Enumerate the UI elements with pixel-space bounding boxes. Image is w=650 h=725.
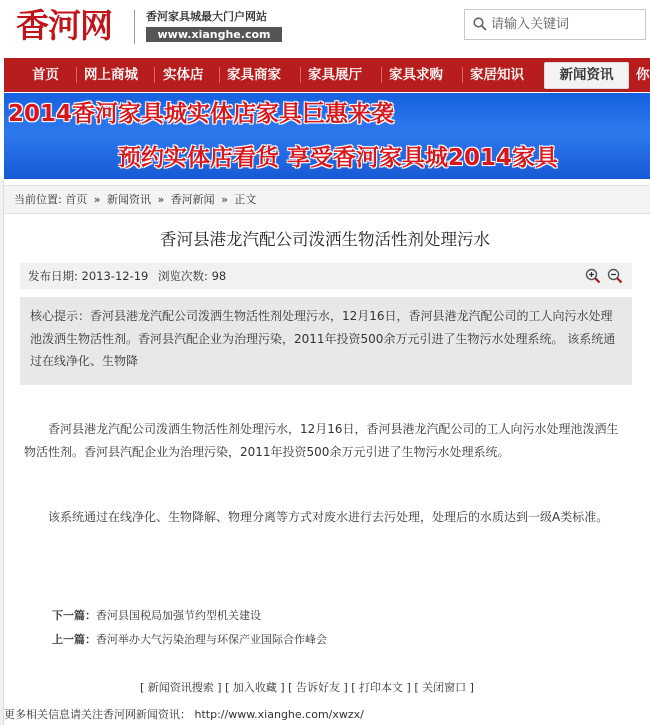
banner-headline: 2014香河家具城实体店家具巨惠来袭: [8, 101, 395, 127]
site-logo[interactable]: 香河网: [16, 6, 112, 45]
article-title: 香河县港龙汽配公司泼洒生物活性剂处理污水: [160, 230, 490, 249]
breadcrumb: [4, 185, 650, 214]
search-icon[interactable]: [473, 17, 487, 31]
nav-item-shop[interactable]: 网上商城: [84, 67, 138, 83]
nav-divider: [154, 67, 155, 83]
nav-item-wanted[interactable]: 家具求购: [389, 67, 443, 83]
prev-article: [52, 633, 327, 647]
nav-item-home[interactable]: 首页: [32, 67, 59, 83]
zoom-out-icon[interactable]: [607, 268, 623, 284]
site-domain: www.xianghe.com: [146, 27, 282, 42]
nav-item-merchants[interactable]: 家具商家: [227, 67, 281, 83]
next-article: [52, 609, 261, 623]
search-box[interactable]: [464, 9, 646, 40]
nav-item-showroom[interactable]: 家具展厅: [308, 67, 362, 83]
search-input[interactable]: [491, 15, 641, 34]
nav-item-news[interactable]: 新闻资讯: [544, 62, 629, 89]
nav-divider: [381, 67, 382, 83]
prev-label: 上一篇：: [52, 633, 96, 646]
prev-article-link[interactable]: 香河举办大气污染治理与环保产业国际合作峰会: [96, 633, 327, 646]
main-nav: [4, 58, 650, 92]
breadcrumb-separator: »: [93, 193, 101, 206]
nav-item-stores[interactable]: 实体店: [163, 67, 204, 83]
footer-note: [4, 708, 364, 722]
footer-text: 更多相关信息请关注香河网新闻资讯：: [4, 708, 191, 721]
footer-url-link[interactable]: http://www.xianghe.com/xwzx/: [194, 708, 364, 721]
publish-date: 2013-12-19: [81, 269, 149, 283]
meta-text: [28, 263, 226, 289]
logo-divider: [134, 10, 135, 44]
news-search-link[interactable]: 新闻资讯搜索: [147, 681, 214, 694]
tell-friend-link[interactable]: 告诉好友: [295, 681, 340, 694]
article-paragraph-2: 该系统通过在线净化、生物降解、物理分离等方式对废水进行去污处理，处理后的水质达到一级A类标准。: [48, 510, 609, 524]
promo-banner[interactable]: [4, 93, 650, 179]
nav-divider: [462, 67, 463, 83]
zoom-in-icon[interactable]: [585, 268, 601, 284]
article-tools: [ 新闻资讯搜索 ] [ 加入收藏 ] [ 告诉好友 ] [ 打印本文 ] [ 关闭窗口 ]: [140, 681, 474, 694]
publish-label: 发布日期:: [28, 269, 78, 283]
next-label: 下一篇：: [52, 609, 96, 622]
nav-item-more[interactable]: 你: [636, 67, 650, 83]
close-window-link[interactable]: 关闭窗口: [422, 681, 467, 694]
nav-divider: [76, 67, 77, 83]
views-label: 浏览次数:: [158, 269, 208, 283]
left-edge-scroll: [0, 180, 4, 725]
banner-subline: 预约实体店看货 享受香河家具城2014家具: [118, 145, 559, 171]
print-link[interactable]: 打印本文: [359, 681, 404, 694]
nav-item-knowledge[interactable]: 家居知识: [470, 67, 524, 83]
breadcrumb-xianghe-news[interactable]: 香河新闻: [170, 193, 215, 206]
breadcrumb-separator: »: [157, 193, 165, 206]
breadcrumb-news[interactable]: 新闻资讯: [106, 193, 151, 206]
nav-divider: [219, 67, 220, 83]
article-paragraph-1: 香河县港龙汽配公司泼洒生物活性剂处理污水，12月16日，香河县港龙汽配公司的工人向污水处理池泼洒生物活性剂。香河县汽配企业为治理污染，2011年投资500余万元引进了生物污水处理系统。: [24, 422, 619, 459]
breadcrumb-home[interactable]: 首页: [65, 193, 88, 206]
nav-divider: [300, 67, 301, 83]
breadcrumb-separator: »: [221, 193, 228, 206]
next-article-link[interactable]: 香河县国税局加强节约型机关建设: [96, 609, 261, 622]
breadcrumb-prefix: 当前位置:: [14, 193, 62, 206]
add-favorite-link[interactable]: 加入收藏: [232, 681, 277, 694]
breadcrumb-current: 正文: [234, 193, 257, 206]
site-tagline: 香河家具城最大门户网站: [146, 10, 267, 23]
article-summary: 核心提示：香河县港龙汽配公司泼洒生物活性剂处理污水，12月16日，香河县港龙汽配公司的工人向污水处理池泼洒生物活性剂。香河县汽配企业为治理污染，2011年投资500余万元引进了生物污水处理系统。 该系统通过在线净化、生物降: [20, 297, 632, 385]
article-meta: [20, 263, 632, 289]
views-count: 98: [211, 269, 227, 283]
